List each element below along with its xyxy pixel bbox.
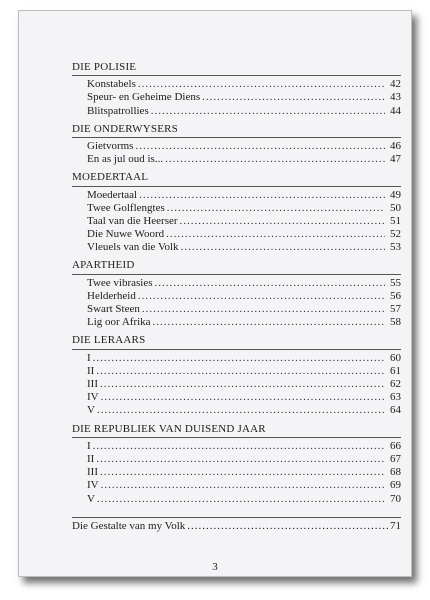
entry-title: III: [87, 466, 98, 479]
entry-title: Die Gestalte van my Volk: [72, 519, 186, 532]
toc-entry: [87, 277, 401, 290]
entry-page-number: 57: [390, 303, 401, 316]
entry-title: IV: [87, 391, 99, 404]
dot-leader: [155, 277, 385, 290]
toc-entry: [87, 215, 401, 228]
entry-page-number: 52: [390, 228, 401, 241]
entry-page-number: 42: [390, 78, 401, 91]
entry-title: IV: [87, 479, 99, 492]
toc-entry: [87, 202, 401, 215]
toc-section: [72, 334, 401, 422]
dot-leader: [153, 316, 385, 329]
toc-entry: [87, 479, 401, 492]
entry-title: Speur- en Geheime Diens: [87, 91, 201, 104]
dot-leader: [93, 440, 385, 453]
toc-entry: [87, 391, 401, 404]
entry-title: Blitspatrollies: [87, 104, 149, 117]
toc-entry: [87, 466, 401, 479]
toc-entry: [87, 440, 401, 453]
toc-entry: [87, 105, 401, 118]
dot-leader: [142, 303, 385, 316]
dot-leader: [135, 140, 385, 153]
entry-title: I: [87, 351, 91, 364]
entry-page-number: 56: [390, 289, 401, 302]
dot-leader: [96, 365, 385, 378]
dot-leader: [101, 479, 385, 492]
dot-leader: [166, 228, 385, 241]
dot-leader: [187, 520, 388, 533]
section-heading: DIE LERAARS: [72, 334, 146, 347]
dot-leader: [165, 153, 385, 166]
entry-page-number: 67: [390, 452, 401, 465]
entry-page-number: 44: [390, 104, 401, 117]
entry-title: V: [87, 492, 95, 505]
entry-title: Taal van die Heerser: [87, 214, 178, 227]
section-heading: DIE POLISIE: [72, 61, 137, 73]
entry-title: V: [87, 404, 95, 417]
heading-rule: [72, 137, 401, 138]
dot-leader: [202, 91, 385, 104]
entry-page-number: 68: [390, 466, 401, 479]
entry-title: II: [87, 452, 95, 465]
entry-title: Gietvorms: [87, 139, 134, 152]
entry-page-number: 43: [390, 91, 401, 104]
dot-leader: [93, 352, 385, 365]
dot-leader: [167, 202, 385, 215]
book-page: [18, 10, 412, 577]
entry-page-number: 47: [390, 153, 401, 166]
entry-title: Lig oor Afrika: [87, 316, 151, 329]
dot-leader: [97, 404, 385, 417]
entry-page-number: 66: [390, 439, 401, 452]
toc-entry: [87, 493, 401, 506]
dot-leader: [100, 378, 385, 391]
toc-entry: [87, 365, 401, 378]
toc-entry: [87, 241, 401, 254]
toc-section: [72, 61, 401, 123]
dot-leader: [180, 215, 385, 228]
entry-title: III: [87, 378, 98, 391]
heading-rule: [72, 75, 401, 76]
heading-rule: [72, 437, 401, 438]
toc-section: [72, 259, 401, 334]
toc-section: [72, 423, 401, 511]
table-of-contents: [72, 61, 401, 533]
dot-leader: [181, 241, 385, 254]
entry-title: Konstabels: [87, 78, 136, 91]
entry-title: Helderheid: [87, 289, 136, 302]
dot-leader: [101, 391, 385, 404]
toc-entry: [87, 303, 401, 316]
toc-entry: [87, 189, 401, 202]
dot-leader: [96, 453, 385, 466]
entry-page-number: 69: [390, 479, 401, 492]
entry-page-number: 61: [390, 364, 401, 377]
dot-leader: [100, 466, 385, 479]
entry-title: Vleuels van die Volk: [87, 241, 179, 254]
entry-title: Twee Golflengtes: [87, 201, 165, 214]
section-heading: DIE ONDERWYSERS: [72, 122, 178, 135]
entry-title: Moedertaal: [87, 188, 138, 201]
entry-page-number: 46: [390, 139, 401, 152]
toc-section: [72, 123, 401, 172]
toc-entry: [87, 290, 401, 303]
section-heading: MOEDERTAAL: [72, 171, 149, 184]
entry-page-number: 64: [390, 404, 401, 417]
toc-entry: [87, 404, 401, 417]
entry-title: I: [87, 439, 91, 452]
entry-page-number: 55: [390, 276, 401, 289]
entry-title: Swart Steen: [87, 303, 140, 316]
entry-title: Twee vibrasies: [87, 276, 153, 289]
final-rule: [72, 517, 401, 518]
entry-title: En as jul oud is...: [87, 153, 164, 166]
heading-rule: [72, 274, 401, 275]
dot-leader: [151, 105, 385, 118]
entry-page-number: 70: [390, 492, 401, 505]
toc-entry: [87, 316, 401, 329]
entry-page-number: 53: [390, 241, 401, 254]
toc-entry: [87, 378, 401, 391]
entry-page-number: 50: [390, 201, 401, 214]
toc-entry: [87, 153, 401, 166]
entry-page-number: 63: [390, 391, 401, 404]
entry-title: Die Nuwe Woord: [87, 228, 165, 241]
toc-entry-final: [72, 520, 401, 533]
entry-page-number: 60: [390, 351, 401, 364]
dot-leader: [139, 189, 385, 202]
entry-title: II: [87, 364, 95, 377]
dot-leader: [138, 290, 385, 303]
toc-entry: [87, 453, 401, 466]
dot-leader: [138, 78, 385, 91]
toc-entry: [87, 78, 401, 91]
entry-page-number: 62: [390, 378, 401, 391]
toc-entry: [87, 91, 401, 104]
dot-leader: [97, 493, 385, 506]
section-heading: APARTHEID: [72, 259, 135, 272]
entry-page-number: 71: [390, 519, 401, 532]
heading-rule: [72, 349, 401, 350]
toc-section: [72, 171, 401, 259]
toc-entry: [87, 228, 401, 241]
entry-page-number: 51: [390, 214, 401, 227]
page-number: 3: [212, 561, 218, 573]
entry-page-number: 58: [390, 316, 401, 329]
entry-page-number: 49: [390, 188, 401, 201]
heading-rule: [72, 186, 401, 187]
toc-entry: [87, 140, 401, 153]
section-heading: DIE REPUBLIEK VAN DUISEND JAAR: [72, 422, 266, 435]
toc-entry: [87, 352, 401, 365]
